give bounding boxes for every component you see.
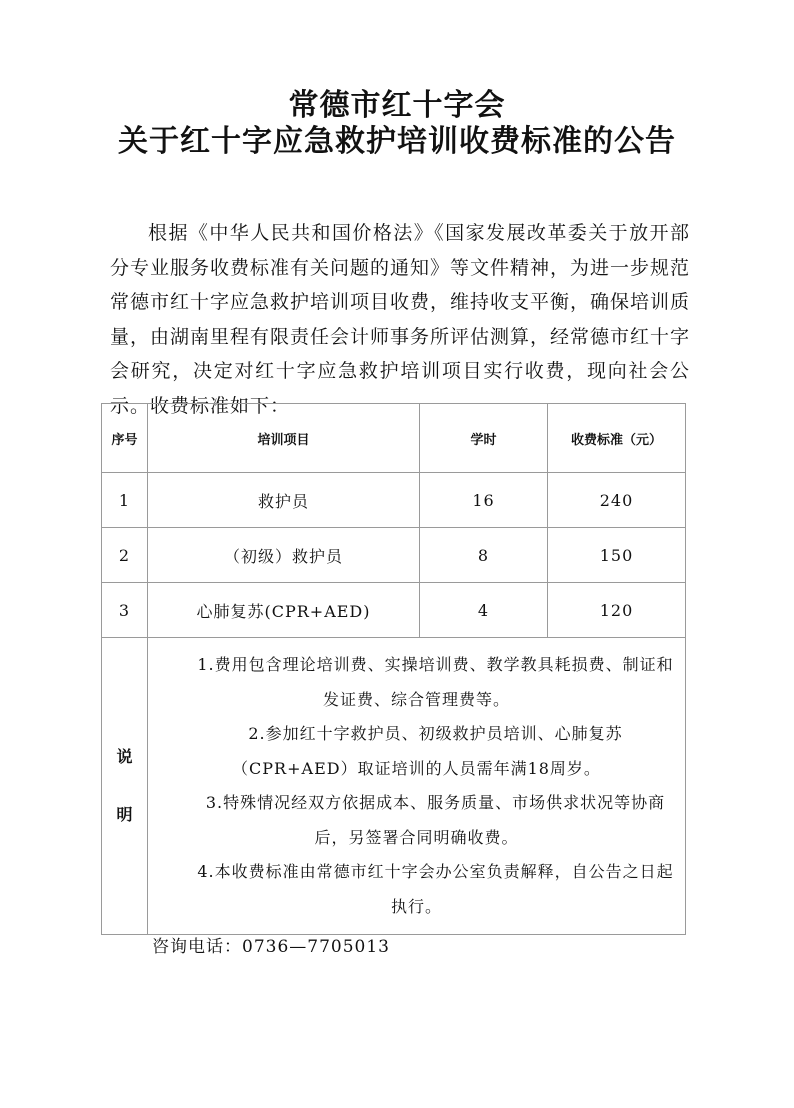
note-item: 3.特殊情况经双方依据成本、服务质量、市场供求状况等协商后，另签署合同明确收费。 (205, 793, 666, 847)
document-title-line1: 常德市红十字会 (288, 88, 506, 123)
table-header-row (102, 404, 686, 473)
note-item: 1.费用包含理论培训费、实操培训费、教学教具耗损费、制证和发证费、综合管理费等。 (197, 655, 674, 709)
row-hours: 8 (420, 528, 548, 583)
notes-label-char: 明 (116, 805, 133, 824)
table-row (102, 528, 686, 583)
row-hours: 16 (420, 473, 548, 528)
notes-label-char: 说 (116, 747, 133, 766)
table-row (102, 583, 686, 638)
header-hours: 学时 (420, 404, 548, 473)
row-number: 2 (102, 528, 148, 583)
notes-row (102, 638, 686, 935)
table-row (102, 473, 686, 528)
row-item: 心肺复苏(CPR+AED) (148, 583, 420, 638)
row-hours: 4 (420, 583, 548, 638)
intro-paragraph: 根据《中华人民共和国价格法》《国家发展改革委关于放开部分专业服务收费标准有关问题的通知》等文件精神，为进一步规范常德市红十字应急救护培训项目收费，维持收支平衡，确保培训质量，由湖南里程有限责任会计师事务所评估测算，经常德市红十字会研究，决定对红十字应急救护培训项目实行收费，现向社会公示。收费标准如下： (110, 222, 691, 417)
row-item: 救护员 (148, 473, 420, 528)
note-item: 4.本收费标准由常德市红十字会办公室负责解释，自公告之日起执行。 (197, 862, 674, 916)
row-number: 3 (102, 583, 148, 638)
fee-table (101, 403, 686, 935)
notes-label (102, 638, 148, 935)
document-title-line2: 关于红十字应急救护培训收费标准的公告 (118, 124, 676, 159)
header-fee: 收费标准（元） (548, 404, 686, 473)
row-item: （初级）救护员 (148, 528, 420, 583)
row-fee: 120 (548, 583, 686, 638)
header-item: 培训项目 (148, 404, 420, 473)
header-number: 序号 (102, 404, 148, 473)
row-number: 1 (102, 473, 148, 528)
row-fee: 150 (548, 528, 686, 583)
note-item: 2.参加红十字救护员、初级救护员培训、心肺复苏（CPR+AED）取证培训的人员需年满18周岁。 (232, 724, 623, 778)
notes-content (148, 638, 686, 935)
row-fee: 240 (548, 473, 686, 528)
contact-phone: 咨询电话：0736—7705013 (152, 937, 390, 957)
